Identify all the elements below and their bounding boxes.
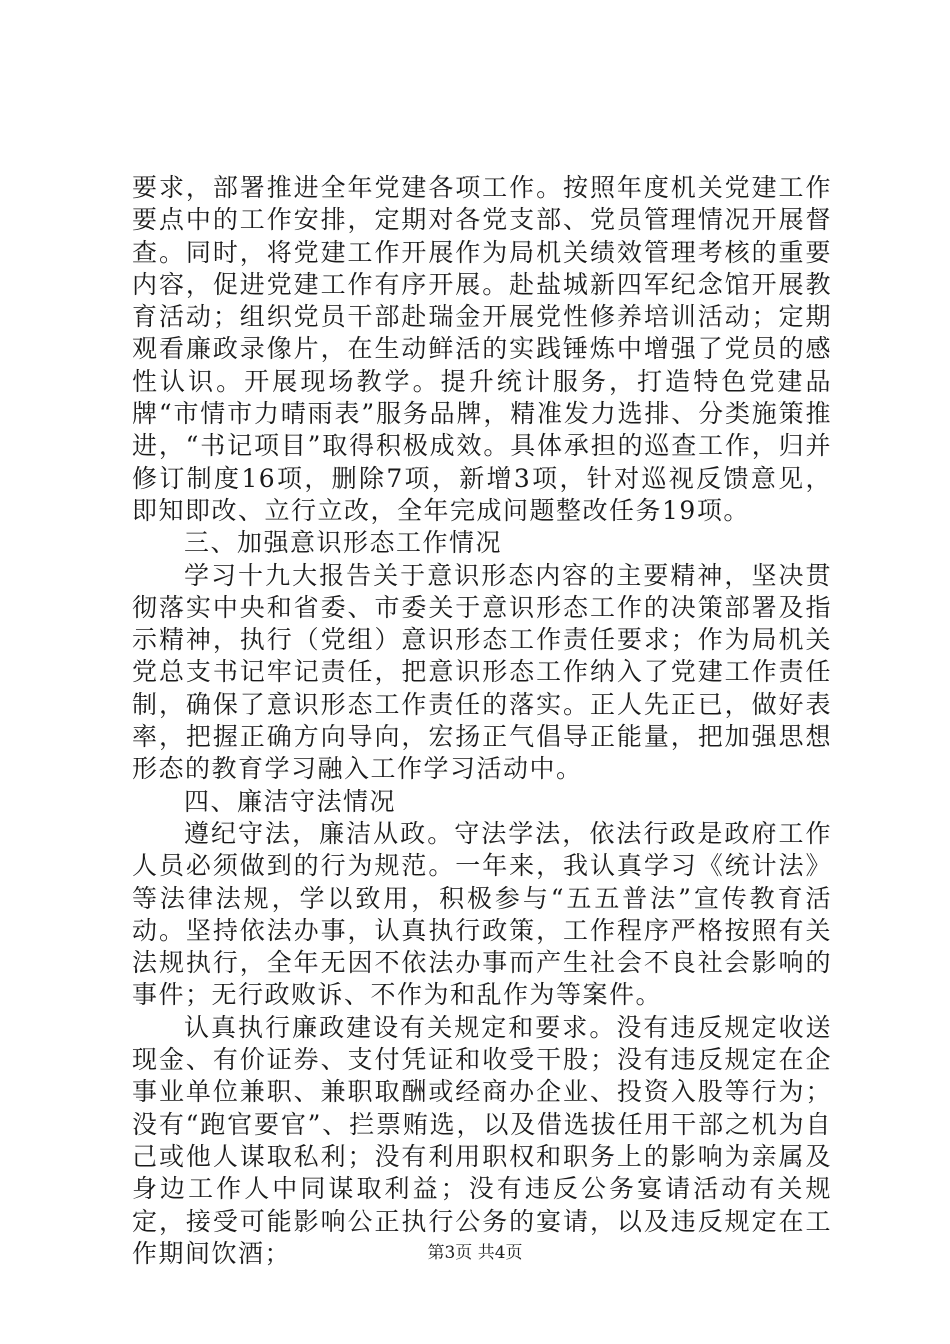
page-number-footer: 第3页 共4页 [427, 1243, 523, 1263]
paragraph-law-abiding: 遵纪守法，廉洁从政。守法学法，依法行政是政府工作人员必须做到的行为规范。一年来，我认真学习《统计法》等法律法规，学以致用，积极参与“五五普法”宣传教育活动。坚持依法办事，认真执行政策，工作程序严格按照有关法规执行，全年无因不依法办事而产生社会不良社会影响的事件；无行政败诉、不作为和乱作为等案件。 [132, 818, 832, 1010]
paragraph-ideology: 学习十九大报告关于意识形态内容的主要精神，坚决贯彻落实中央和省委、市委关于意识形态工作的决策部署及指示精神，执行（党组）意识形态工作责任要求；作为局机关党总支书记牢记责任，把意识形态工作纳入了党建工作责任制，确保了意识形态工作责任的落实。正人先正已，做好表率，把握正确方向导向，宏扬正气倡导正能量，把加强思想形态的教育学习融入工作学习活动中。 [132, 560, 832, 784]
document-body [132, 172, 832, 1270]
section-heading-ideology: 三、加强意识形态工作情况 [184, 528, 503, 558]
paragraph-integrity-rules: 认真执行廉政建设有关规定和要求。没有违反规定收送现金、有价证券、支付凭证和收受干股；没有违反规定在企事业单位兼职、兼职取酬或经商办企业、投资入股等行为；没有“跑官要官”、拦票贿选，以及借选拔任用干部之机为自己或他人谋取私利；没有利用职权和职务上的影响为亲属及身边工作人中同谋取利益；没有违反公务宴请活动有关规定，接受可能影响公正执行公务的宴请，以及违反规定在工作期间饮酒； [132, 1012, 832, 1268]
section-heading-integrity: 四、廉洁守法情况 [184, 786, 397, 816]
paragraph-party-building-continued: 要求，部署推进全年党建各项工作。按照年度机关党建工作要点中的工作安排，定期对各党支部、党员管理情况开展督查。同时，将党建工作开展作为局机关绩效管理考核的重要内容，促进党建工作有序开展。赴盐城新四军纪念馆开展教育活动；组织党员干部赴瑞金开展党性修养培训活动；定期观看廉政录像片，在生动鲜活的实践锤炼中增强了党员的感性认识。开展现场教学。提升统计服务，打造特色党建品牌“市情市力晴雨表”服务品牌，精准发力选排、分类施策推进，“书记项目”取得积极成效。具体承担的巡查工作，归并修订制度16项，删除7项，新增3项，针对巡视反馈意见，即知即改、立行立改，全年完成问题整改任务19项。 [132, 173, 832, 525]
